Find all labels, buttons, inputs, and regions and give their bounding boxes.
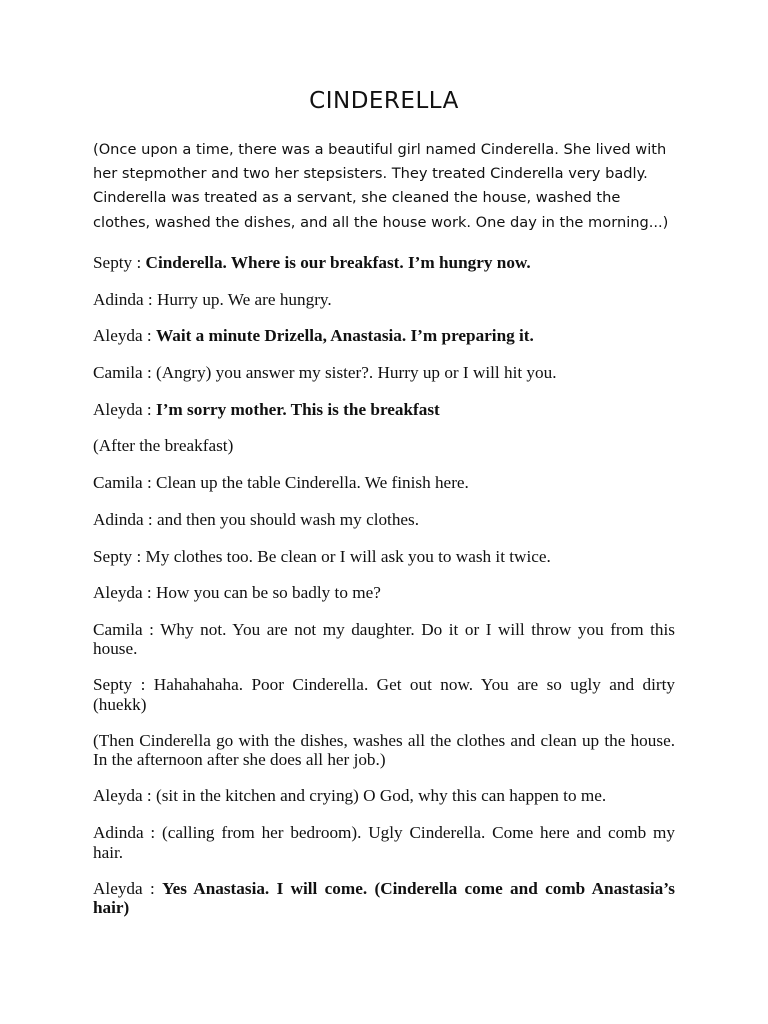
stage-direction-text: (After the breakfast) [93,436,234,456]
stage-direction [93,731,675,770]
dialogue-line [93,363,675,383]
speaker-name: Adinda : [93,509,153,529]
speaker-name: Camila : [93,363,152,383]
dialogue-line [93,547,675,567]
dialogue-text: Hurry up. We are hungry. [156,289,332,309]
dialogue-text: Why not. You are not my daughter. Do it or I will throw you from this house. [93,619,675,659]
dialogue-text: Clean up the table Cinderella. We finish here. [156,473,469,493]
dialogue-line [93,879,675,918]
speaker-name: Adinda : [93,823,156,843]
dialogue-text: (sit in the kitchen and crying) O God, why this can happen to me. [156,786,607,806]
dialogue-text: and then you should wash my clothes. [156,509,420,529]
dialogue-text: How you can be so badly to me? [156,583,381,603]
dialogue-text: Hahahahaha. Poor Cinderella. Get out now. You are so ugly and dirty (huekk) [93,675,675,714]
speaker-name: Septy : [93,675,146,695]
dialogue-line [93,675,675,714]
speaker-name: Aleyda : [93,399,152,419]
speaker-name: Aleyda : [93,786,152,806]
speaker-name: Camila : [93,619,154,639]
speaker-name: Aleyda : [93,326,152,346]
speaker-name: Aleyda : [93,583,152,603]
dialogue-text: Yes Anastasia. I will come. (Cinderella come and comb Anastasia’s hair) [93,878,675,918]
dialogue-line [93,400,675,420]
dialogue-text: Cinderella. Where is our breakfast. I’m hungry now. [145,253,531,272]
dialogue-list [93,253,675,935]
stage-direction-text: (Then Cinderella go with the dishes, washes all the clothes and clean up the house. In the afternoon after she does all her job.) [93,730,675,770]
dialogue-line [93,473,675,493]
page-title: CINDERELLA [309,88,459,114]
dialogue-line [93,823,675,862]
dialogue-text: (Angry) you answer my sister?. Hurry up or I will hit you. [156,363,557,383]
dialogue-line [93,620,675,659]
dialogue-text: Wait a minute Drizella, Anastasia. I’m preparing it. [156,326,534,346]
dialogue-text: (calling from her bedroom). Ugly Cinderella. Come here and comb my hair. [93,823,676,862]
speaker-name: Adinda : [93,289,153,309]
dialogue-line [93,326,675,346]
speaker-name: Aleyda : [93,878,155,898]
intro-paragraph: (Once upon a time, there was a beautiful girl named Cinderella. She lived with her stepmother and two her stepsisters. They treated Cinderella very badly. Cinderella was treated as a servant, she cleaned the house, washed the clothes, washed the dishes, and all the house work. One day in the morning...) [93,141,669,231]
stage-direction [93,436,675,456]
dialogue-line [93,786,675,806]
dialogue-line [93,253,675,273]
dialogue-text: I’m sorry mother. This is the breakfast [156,399,440,419]
speaker-name: Septy : [93,546,142,566]
dialogue-text: My clothes too. Be clean or I will ask you to wash it twice. [145,546,551,566]
dialogue-line [93,290,675,310]
dialogue-line [93,583,675,603]
speaker-name: Septy : [93,253,142,272]
dialogue-line [93,510,675,530]
speaker-name: Camila : [93,473,152,493]
